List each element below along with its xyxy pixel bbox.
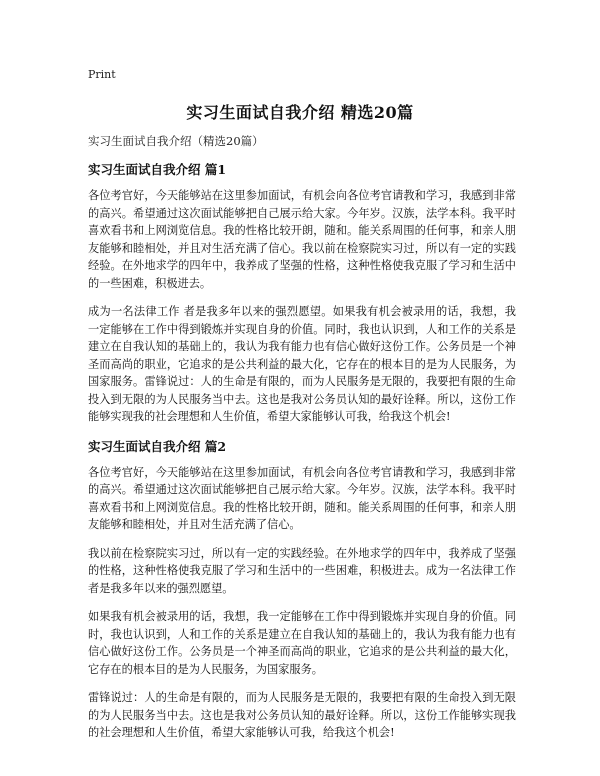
paragraph: 各位考官好，今天能够站在这里参加面试，有机会向各位考官请教和学习，我感到非常的高兴。希望通过这次面试能够把自己展示给大家。今年岁。汉族，法学本科。我平时喜欢看书和上网浏览信息。我的性格比较开朗，随和。能关系周围的任何事，和亲人朋友能够和睦相处，并且对生活充满了信心。 <box>88 465 516 531</box>
paragraph: 如果我有机会被录用的话，我想，我一定能够在工作中得到锻炼并实现自身的价值。同时，我也认识到，人和工作的关系是建立在自我认知的基础上的，我认为我有能力也有信心做好这份工作。公务员是一个神圣而高尚的职业，它追求的是公共利益的最大化，它存在的根本目的是为人民服务，为国家服务。 <box>88 610 516 676</box>
document-subtitle: 实习生面试自我介绍（精选20篇） <box>88 134 264 148</box>
paragraph: 各位考官好，今天能够站在这里参加面试，有机会向各位考官请教和学习，我感到非常的高兴。希望通过这次面试能够把自己展示给大家。今年岁。汉族，法学本科。我平时喜欢看书和上网浏览信息。我的性格比较开朗，随和。能关系周围的任何事，和亲人朋友能够和睦相处，并且对生活充满了信心。我以前在检察院实习过，所以有一定的实践经验。在外地求学的四年中，我养成了坚强的性格，这种性格使我克服了学习和生活中的一些困难，积极进去。 <box>88 189 516 290</box>
document-title: 实习生面试自我介绍 精选20篇 <box>186 103 414 122</box>
print-label[interactable]: Print <box>88 68 116 81</box>
section-heading-1: 实习生面试自我介绍 篇1 <box>88 162 227 177</box>
paragraph: 成为一名法律工作 者是我多年以来的强烈愿望。如果我有机会被录用的话，我想，我一定能够在工作中得到锻炼并实现自身的价值。同时，我也认识到，人和工作的关系是建立在自我认知的基础上的，我认为我有能力也有信心做好这份工作。公务员是一个神圣而高尚的职业，它追求的是公共利益的最大化，它存在的根本目的是为人民服务，为国家服务。雷锋说过：人的生命是有限的，而为人民服务是无限的，我要把有限的生命投入到无限的为人民服务当中去。这也是我对公务员认知的最好诠释。所以，这份工作能够实现我的社会理想和人生价值，希望大家能够认可我，给我这个机会! <box>88 305 516 423</box>
paragraph: 雷锋说过：人的生命是有限的，而为人民服务是无限的，我要把有限的生命投入到无限的为人民服务当中去。这也是我对公务员认知的最好诠释。所以，这份工作能够实现我的社会理想和人生价值，希望大家能够认可我，给我这个机会! <box>88 691 516 739</box>
section-heading-2: 实习生面试自我介绍 篇2 <box>88 438 227 454</box>
document-content <box>88 154 516 753</box>
paragraph: 我以前在检察院实习过，所以有一定的实践经验。在外地求学的四年中，我养成了坚强的性格，这种性格使我克服了学习和生活中的一些困难，积极进去。成为一名法律工作者是我多年以来的强烈愿望。 <box>88 546 516 595</box>
